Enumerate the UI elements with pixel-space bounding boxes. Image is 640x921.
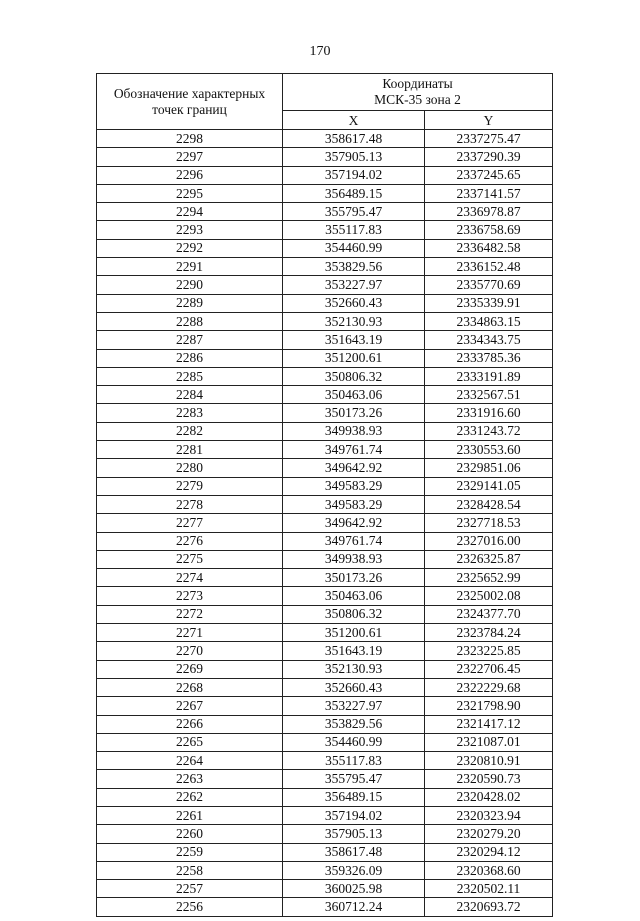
x-coordinate-cell: 360712.24: [283, 898, 425, 916]
point-id-cell: 2284: [97, 386, 283, 404]
x-coordinate-cell: 350463.06: [283, 386, 425, 404]
point-id-cell: 2289: [97, 294, 283, 312]
point-id-cell: 2295: [97, 184, 283, 202]
y-coordinate-cell: 2325002.08: [425, 587, 553, 605]
x-coordinate-cell: 355117.83: [283, 752, 425, 770]
y-coordinate-cell: 2321798.90: [425, 697, 553, 715]
x-coordinate-cell: 349583.29: [283, 477, 425, 495]
x-coordinate-cell: 357194.02: [283, 806, 425, 824]
point-id-cell: 2298: [97, 130, 283, 148]
y-coordinate-cell: 2333785.36: [425, 349, 553, 367]
y-coordinate-cell: 2322229.68: [425, 678, 553, 696]
y-coordinate-cell: 2328428.54: [425, 495, 553, 513]
y-coordinate-cell: 2330553.60: [425, 441, 553, 459]
page-number: 170: [309, 44, 331, 59]
y-coordinate-cell: 2329141.05: [425, 477, 553, 495]
y-coordinate-cell: 2331916.60: [425, 404, 553, 422]
point-id-cell: 2260: [97, 825, 283, 843]
x-coordinate-cell: 357905.13: [283, 825, 425, 843]
point-id-cell: 2264: [97, 752, 283, 770]
y-coordinate-cell: 2334343.75: [425, 331, 553, 349]
table-row: [97, 495, 553, 513]
x-coordinate-cell: 353829.56: [283, 715, 425, 733]
point-id-cell: 2293: [97, 221, 283, 239]
table-row: [97, 331, 553, 349]
point-id-cell: 2291: [97, 258, 283, 276]
x-coordinate-cell: 351643.19: [283, 331, 425, 349]
x-coordinate-cell: 359326.09: [283, 861, 425, 879]
y-coordinate-cell: 2336152.48: [425, 258, 553, 276]
y-coordinate-cell: 2321417.12: [425, 715, 553, 733]
point-id-cell: 2278: [97, 495, 283, 513]
table-row: [97, 367, 553, 385]
x-coordinate-cell: 350806.32: [283, 367, 425, 385]
table-row: [97, 624, 553, 642]
point-id-cell: 2265: [97, 733, 283, 751]
y-coordinate-cell: 2320294.12: [425, 843, 553, 861]
y-coordinate-cell: 2324377.70: [425, 605, 553, 623]
x-coordinate-cell: 356489.15: [283, 788, 425, 806]
point-id-cell: 2290: [97, 276, 283, 294]
y-coordinate-cell: 2321087.01: [425, 733, 553, 751]
header-boundary-points-line2: точек границ: [152, 101, 227, 117]
header-boundary-points: [97, 74, 283, 130]
y-coordinate-cell: 2337275.47: [425, 130, 553, 148]
x-coordinate-cell: 357905.13: [283, 148, 425, 166]
y-coordinate-cell: 2337245.65: [425, 166, 553, 184]
table-row: [97, 441, 553, 459]
table-row: [97, 184, 553, 202]
header-coordinates: [283, 74, 553, 111]
point-id-cell: 2272: [97, 605, 283, 623]
table-row: [97, 660, 553, 678]
table-row: [97, 605, 553, 623]
y-coordinate-cell: 2320428.02: [425, 788, 553, 806]
x-coordinate-cell: 350173.26: [283, 569, 425, 587]
x-coordinate-cell: 349938.93: [283, 550, 425, 568]
table-row: [97, 806, 553, 824]
table-row: [97, 203, 553, 221]
table-row: [97, 312, 553, 330]
x-coordinate-cell: 349761.74: [283, 441, 425, 459]
y-coordinate-cell: 2337290.39: [425, 148, 553, 166]
y-coordinate-cell: 2334863.15: [425, 312, 553, 330]
point-id-cell: 2283: [97, 404, 283, 422]
y-coordinate-cell: 2323225.85: [425, 642, 553, 660]
y-coordinate-cell: 2336482.58: [425, 239, 553, 257]
y-coordinate-cell: 2322706.45: [425, 660, 553, 678]
point-id-cell: 2270: [97, 642, 283, 660]
table-row: [97, 550, 553, 568]
y-coordinate-cell: 2320323.94: [425, 806, 553, 824]
point-id-cell: 2286: [97, 349, 283, 367]
table-row: [97, 898, 553, 916]
table-row: [97, 459, 553, 477]
point-id-cell: 2268: [97, 678, 283, 696]
table-row: [97, 569, 553, 587]
x-coordinate-cell: 355795.47: [283, 203, 425, 221]
point-id-cell: 2296: [97, 166, 283, 184]
x-coordinate-cell: 349642.92: [283, 514, 425, 532]
x-coordinate-cell: 350463.06: [283, 587, 425, 605]
table-row: [97, 733, 553, 751]
table-header: [97, 74, 553, 130]
table-row: [97, 239, 553, 257]
x-coordinate-cell: 352130.93: [283, 660, 425, 678]
coordinates-table: [96, 73, 553, 917]
x-coordinate-cell: 349761.74: [283, 532, 425, 550]
table-row: [97, 276, 553, 294]
point-id-cell: 2262: [97, 788, 283, 806]
header-coordinates-line2: МСК-35 зона 2: [374, 92, 461, 107]
header-coordinates-line1: Координаты: [382, 76, 453, 91]
table-row: [97, 349, 553, 367]
point-id-cell: 2282: [97, 422, 283, 440]
table-row: [97, 880, 553, 898]
point-id-cell: 2292: [97, 239, 283, 257]
y-coordinate-cell: 2327016.00: [425, 532, 553, 550]
table-row: [97, 386, 553, 404]
x-coordinate-cell: 358617.48: [283, 843, 425, 861]
point-id-cell: 2256: [97, 898, 283, 916]
point-id-cell: 2259: [97, 843, 283, 861]
point-id-cell: 2271: [97, 624, 283, 642]
point-id-cell: 2263: [97, 770, 283, 788]
header-x: X: [283, 111, 425, 130]
y-coordinate-cell: 2336758.69: [425, 221, 553, 239]
point-id-cell: 2288: [97, 312, 283, 330]
y-coordinate-cell: 2323784.24: [425, 624, 553, 642]
y-coordinate-cell: 2326325.87: [425, 550, 553, 568]
table-row: [97, 843, 553, 861]
x-coordinate-cell: 354460.99: [283, 733, 425, 751]
point-id-cell: 2285: [97, 367, 283, 385]
table-row: [97, 587, 553, 605]
table-row: [97, 422, 553, 440]
point-id-cell: 2257: [97, 880, 283, 898]
x-coordinate-cell: 352130.93: [283, 312, 425, 330]
x-coordinate-cell: 353227.97: [283, 276, 425, 294]
x-coordinate-cell: 352660.43: [283, 294, 425, 312]
x-coordinate-cell: 349642.92: [283, 459, 425, 477]
y-coordinate-cell: 2320590.73: [425, 770, 553, 788]
table-row: [97, 221, 553, 239]
point-id-cell: 2280: [97, 459, 283, 477]
x-coordinate-cell: 356489.15: [283, 184, 425, 202]
header-boundary-points-line1: Обозначение характерных: [113, 85, 266, 101]
y-coordinate-cell: 2320693.72: [425, 898, 553, 916]
point-id-cell: 2275: [97, 550, 283, 568]
table-row: [97, 825, 553, 843]
x-coordinate-cell: 353829.56: [283, 258, 425, 276]
y-coordinate-cell: 2335339.91: [425, 294, 553, 312]
x-coordinate-cell: 350806.32: [283, 605, 425, 623]
y-coordinate-cell: 2320810.91: [425, 752, 553, 770]
y-coordinate-cell: 2333191.89: [425, 367, 553, 385]
table-row: [97, 697, 553, 715]
table-row: [97, 294, 553, 312]
y-coordinate-cell: 2332567.51: [425, 386, 553, 404]
point-id-cell: 2287: [97, 331, 283, 349]
y-coordinate-cell: 2337141.57: [425, 184, 553, 202]
table-row: [97, 404, 553, 422]
x-coordinate-cell: 352660.43: [283, 678, 425, 696]
x-coordinate-cell: 350173.26: [283, 404, 425, 422]
x-coordinate-cell: 360025.98: [283, 880, 425, 898]
table-body: [97, 130, 553, 917]
table-row: [97, 715, 553, 733]
point-id-cell: 2273: [97, 587, 283, 605]
table-row: [97, 148, 553, 166]
y-coordinate-cell: 2320502.11: [425, 880, 553, 898]
x-coordinate-cell: 355117.83: [283, 221, 425, 239]
x-coordinate-cell: 358617.48: [283, 130, 425, 148]
x-coordinate-cell: 351200.61: [283, 624, 425, 642]
table-row: [97, 258, 553, 276]
y-coordinate-cell: 2331243.72: [425, 422, 553, 440]
table-row: [97, 477, 553, 495]
y-coordinate-cell: 2335770.69: [425, 276, 553, 294]
table-row: [97, 532, 553, 550]
table-row: [97, 130, 553, 148]
table-row: [97, 788, 553, 806]
point-id-cell: 2276: [97, 532, 283, 550]
table-row: [97, 770, 553, 788]
table-row: [97, 861, 553, 879]
header-y: Y: [425, 111, 553, 130]
point-id-cell: 2258: [97, 861, 283, 879]
y-coordinate-cell: 2325652.99: [425, 569, 553, 587]
table-row: [97, 642, 553, 660]
point-id-cell: 2267: [97, 697, 283, 715]
x-coordinate-cell: 349583.29: [283, 495, 425, 513]
y-coordinate-cell: 2329851.06: [425, 459, 553, 477]
y-coordinate-cell: 2320368.60: [425, 861, 553, 879]
y-coordinate-cell: 2327718.53: [425, 514, 553, 532]
point-id-cell: 2269: [97, 660, 283, 678]
point-id-cell: 2294: [97, 203, 283, 221]
x-coordinate-cell: 353227.97: [283, 697, 425, 715]
point-id-cell: 2261: [97, 806, 283, 824]
point-id-cell: 2279: [97, 477, 283, 495]
y-coordinate-cell: 2320279.20: [425, 825, 553, 843]
x-coordinate-cell: 354460.99: [283, 239, 425, 257]
point-id-cell: 2277: [97, 514, 283, 532]
table-row: [97, 678, 553, 696]
x-coordinate-cell: 357194.02: [283, 166, 425, 184]
table-row: [97, 166, 553, 184]
point-id-cell: 2297: [97, 148, 283, 166]
x-coordinate-cell: 349938.93: [283, 422, 425, 440]
x-coordinate-cell: 351200.61: [283, 349, 425, 367]
x-coordinate-cell: 351643.19: [283, 642, 425, 660]
point-id-cell: 2281: [97, 441, 283, 459]
table-row: [97, 752, 553, 770]
x-coordinate-cell: 355795.47: [283, 770, 425, 788]
point-id-cell: 2266: [97, 715, 283, 733]
table-row: [97, 514, 553, 532]
point-id-cell: 2274: [97, 569, 283, 587]
y-coordinate-cell: 2336978.87: [425, 203, 553, 221]
